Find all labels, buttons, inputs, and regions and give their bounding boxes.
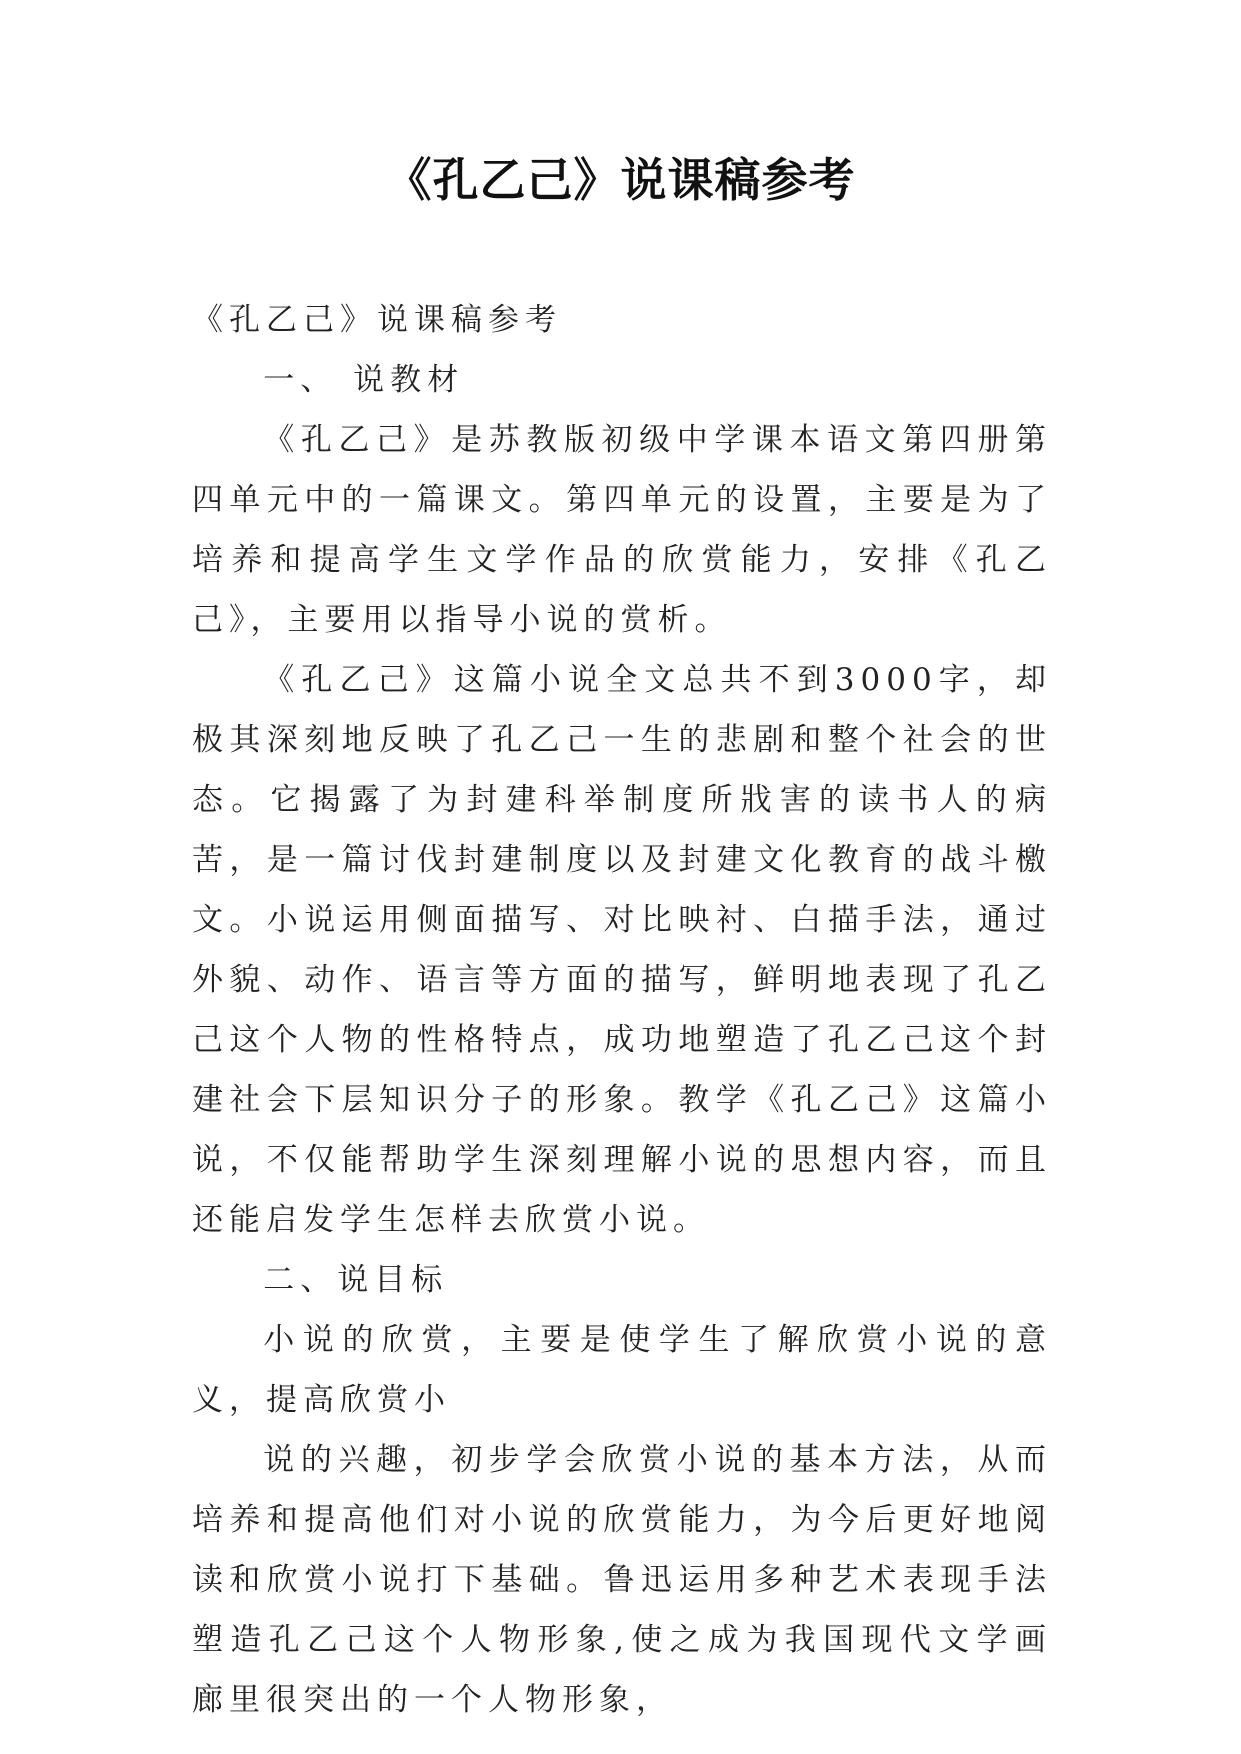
paragraph-1: 《孔乙己》是苏教版初级中学课本语文第四册第四单元中的一篇课文。第四单元的设置，主要是为了培养和提高学生文学作品的欣赏能力，安排《孔乙己》，主要用以指导小说的赏析。 <box>192 422 1052 638</box>
paragraph-3: 小说的欣赏，主要是使学生了解欣赏小说的意义，提高欣赏小 <box>192 1322 1052 1418</box>
section-heading-objectives: 二、说目标 <box>263 1262 449 1298</box>
document-title: 《孔乙己》说课稿参考 <box>385 153 856 207</box>
paragraph-2: 《孔乙己》这篇小说全文总共不到3000字，却极其深刻地反映了孔乙己一生的悲剧和整个社会的世态。它揭露了为封建科举制度所戕害的读书人的病苦，是一篇讨伐封建制度以及封建文化教育的战斗檄文。小说运用侧面描写、对比映衬、白描手法，通过外貌、动作、语言等方面的描写，鲜明地表现了孔乙己这个人物的性格特点，成功地塑造了孔乙己这个封建社会下层知识分子的形象。教学《孔乙己》这篇小说，不仅能帮助学生深刻理解小说的思想内容，而且还能启发学生怎样去欣赏小说。 <box>192 662 1052 1238</box>
section-heading-teaching-material: 一、 说教材 <box>263 362 465 398</box>
intro-line: 《孔乙己》说课稿参考 <box>192 302 562 338</box>
paragraph-4: 说的兴趣，初步学会欣赏小说的基本方法，从而培养和提高他们对小说的欣赏能力，为今后更好地阅读和欣赏小说打下基础。鲁迅运用多种艺术表现手法塑造孔乙己这个人物形象,使之成为我国现代文学画廊里很突出的一个人物形象， <box>192 1442 1052 1718</box>
document-body <box>192 290 1052 1730</box>
